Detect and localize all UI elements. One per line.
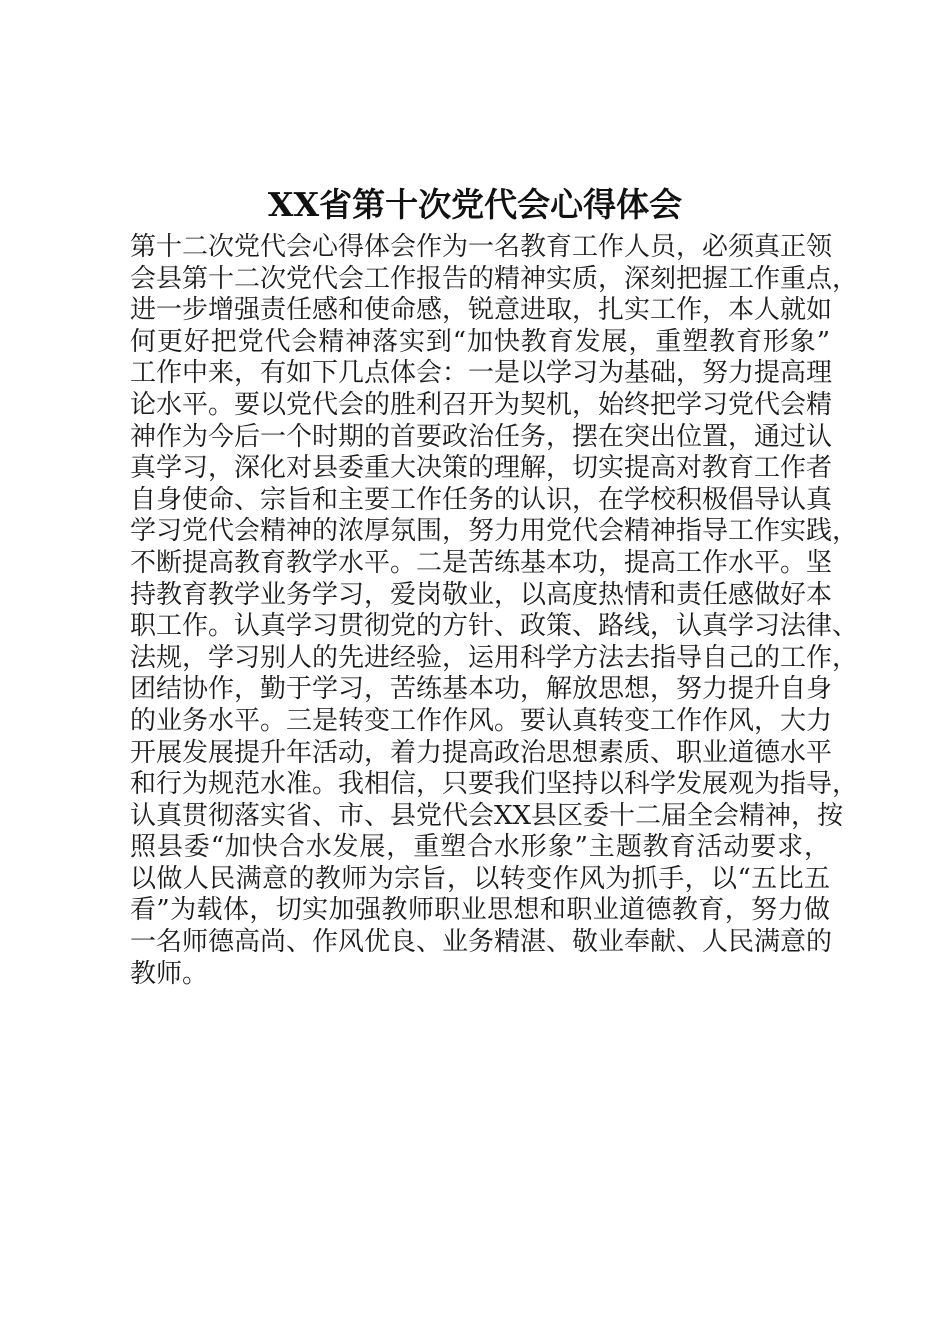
body-line: 教师。 bbox=[130, 958, 209, 989]
body-line: 认真贯彻落实省、市、县党代会XX县区委十二届全会精神，按 bbox=[130, 800, 844, 831]
body-line: 会县第十二次党代会工作报告的精神实质，深刻把握工作重点， bbox=[130, 263, 859, 294]
body-line: 的业务水平。三是转变工作作风。要认真转变工作作风，大力 bbox=[130, 705, 833, 736]
body-line: 一名师德高尚、作风优良、业务精湛、敬业奉献、人民满意的 bbox=[130, 927, 833, 958]
body-line: 职工作。认真学习贯彻党的方针、政策、路线，认真学习法律、 bbox=[130, 611, 859, 642]
body-line: 进一步增强责任感和使命感，锐意进取，扎实工作，本人就如 bbox=[130, 295, 833, 326]
body-line: 神作为今后一个时期的首要政治任务，摆在突出位置，通过认 bbox=[130, 421, 833, 452]
body-line: 开展发展提升年活动，着力提高政治思想素质、职业道德水平 bbox=[130, 737, 833, 768]
body-line: 以做人民满意的教师为宗旨，以转变作风为抓手，以“五比五 bbox=[130, 863, 830, 894]
body-line: 看”为载体，切实加强教师职业思想和职业道德教育，努力做 bbox=[130, 895, 830, 926]
body-line: 法规，学习别人的先进经验，运用科学方法去指导自己的工作， bbox=[130, 642, 859, 673]
body-line: 论水平。要以党代会的胜利召开为契机，始终把学习党代会精 bbox=[130, 389, 833, 420]
body-line: 照县委“加快合水发展，重塑合水形象”主题教育活动要求， bbox=[130, 832, 830, 863]
body-line: 和行为规范水准。我相信，只要我们坚持以科学发展观为指导， bbox=[130, 769, 859, 800]
body-line: 持教育教学业务学习，爱岗敬业，以高度热情和责任感做好本 bbox=[130, 579, 833, 610]
body-line: 团结协作，勤于学习，苦练基本功，解放思想，努力提升自身 bbox=[130, 674, 833, 705]
document-title: XX省第十次党代会心得体会 bbox=[267, 185, 683, 224]
body-line: 真学习，深化对县委重大决策的理解，切实提高对教育工作者 bbox=[130, 453, 833, 484]
document-body bbox=[130, 232, 859, 990]
body-line: 第十二次党代会心得体会作为一名教育工作人员，必须真正领 bbox=[130, 232, 833, 262]
body-line: 学习党代会精神的浓厚氛围，努力用党代会精神指导工作实践， bbox=[130, 516, 859, 547]
body-line: 工作中来，有如下几点体会：一是以学习为基础，努力提高理 bbox=[130, 358, 833, 389]
body-line: 何更好把党代会精神落实到“加快教育发展，重塑教育形象” bbox=[130, 326, 830, 357]
body-line: 不断提高教育教学水平。二是苦练基本功，提高工作水平。坚 bbox=[130, 547, 833, 578]
body-line: 自身使命、宗旨和主要工作任务的认识，在学校积极倡导认真 bbox=[130, 484, 833, 515]
